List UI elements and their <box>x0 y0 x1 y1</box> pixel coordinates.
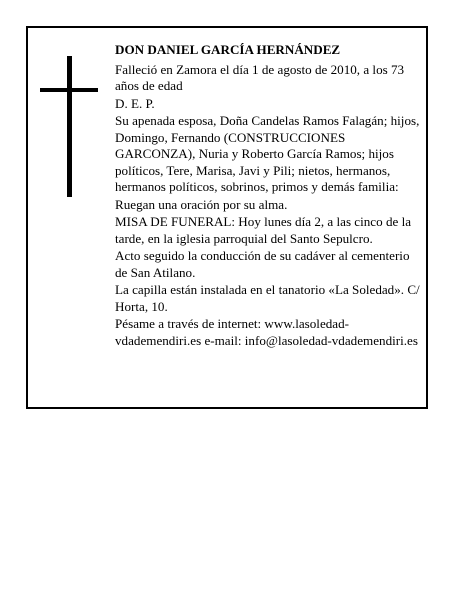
obituary-notice <box>26 26 428 409</box>
death-statement: Falleció en Zamora el día 1 de agosto de 2010, a los 73 años de edad <box>115 61 405 93</box>
notice-text <box>115 42 425 350</box>
cross-vertical-bar <box>67 56 72 197</box>
cross-horizontal-bar <box>40 88 98 92</box>
prayer-request: Ruegan una oración por su alma. <box>115 196 288 212</box>
deceased-name: DON DANIEL GARCÍA HERNÁNDEZ <box>115 42 341 57</box>
chapel-info: La capilla están instalada en el tanatorio «La Soledad». C/ Horta, 10. <box>115 282 420 314</box>
family-paragraph: Su apenada esposa, Doña Candelas Ramos Falagán; hijos, Domingo, Fernando (CONSTRUCCIONES GARCONZA), Nuria y Roberto García Ramos; hijos políticos, Tere, Marisa, Javi y Pili; nietos, hermanos, hermanos políticos, sobrinos, primos y demás familia: <box>115 113 420 194</box>
condolences-info: Pésame a través de internet: www.lasoledad-vdademendiri.es e-mail: info@lasoledad-vdademendiri.es <box>115 316 418 348</box>
burial-info: Acto seguido la conducción de su cadáver al cementerio de San Atilano. <box>115 248 410 280</box>
rip-line: D. E. P. <box>115 95 155 111</box>
funeral-mass: MISA DE FUNERAL: Hoy lunes día 2, a las cinco de la tarde, en la iglesia parroquial del Santo Sepulcro. <box>115 214 412 246</box>
